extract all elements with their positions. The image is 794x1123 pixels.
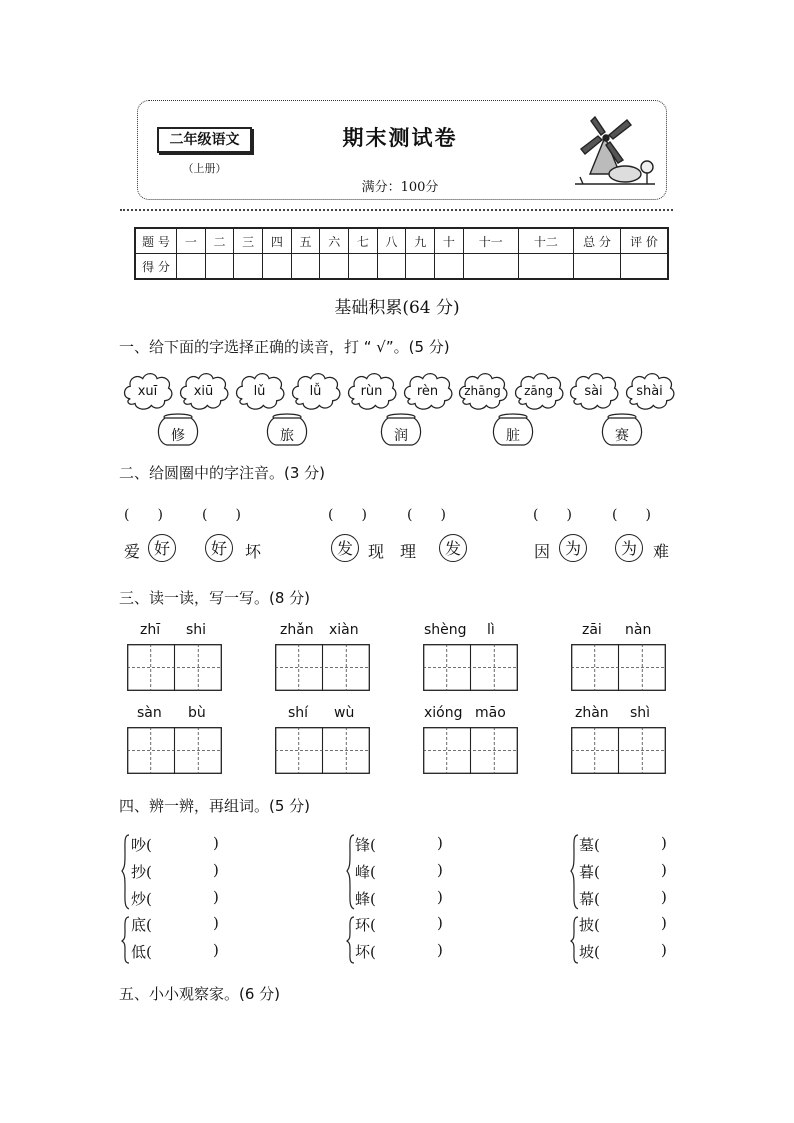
pinyin-label: shì: [630, 705, 651, 721]
table-cell: 十一: [463, 228, 518, 254]
score-cell[interactable]: [574, 254, 621, 280]
close-paren: ): [661, 834, 667, 852]
answer-blank[interactable]: ( ): [612, 507, 651, 523]
word-item: 峰(: [355, 863, 376, 881]
writing-grid[interactable]: [275, 727, 370, 774]
score-cell[interactable]: [406, 254, 435, 280]
pinyin-label: zāi: [582, 622, 602, 638]
pinyin-choice-group: [344, 370, 464, 450]
table-cell: 六: [320, 228, 349, 254]
close-paren: ): [213, 914, 219, 932]
question-5-title: 五、小小观察家。(6 分): [119, 985, 281, 1003]
word-item: 蜂(: [355, 890, 376, 908]
header-divider: [120, 209, 673, 211]
pot-character: 润: [394, 428, 408, 444]
table-cell: 九: [406, 228, 435, 254]
word-item: 披(: [579, 916, 600, 934]
table-row: [135, 228, 668, 254]
brace-icon: [121, 833, 131, 967]
pinyin-option[interactable]: zhāng: [464, 384, 501, 398]
word-item: 墓(: [579, 836, 600, 854]
pinyin-label: xióng: [424, 705, 463, 721]
writing-grid[interactable]: [423, 727, 518, 774]
writing-grid[interactable]: [571, 644, 666, 691]
pinyin-choice-group: [455, 370, 575, 450]
score-cell[interactable]: [291, 254, 320, 280]
exam-title: 期末测试卷: [342, 126, 458, 150]
score-cell[interactable]: [234, 254, 263, 280]
close-paren: ): [437, 888, 443, 906]
question-3-title: 三、读一读，写一写。(8 分): [119, 589, 311, 607]
score-cell[interactable]: [263, 254, 292, 280]
answer-blank[interactable]: ( ): [328, 507, 367, 523]
score-cell[interactable]: [435, 254, 464, 280]
word-character: 现 理: [368, 542, 417, 561]
pinyin-label: māo: [475, 705, 506, 721]
pinyin-label: zhī: [140, 622, 161, 638]
pinyin-option[interactable]: shài: [636, 384, 663, 399]
close-paren: ): [213, 888, 219, 906]
section-title: 基础积累(64 分): [334, 298, 460, 318]
word-character: 因: [534, 542, 551, 561]
pinyin-option[interactable]: rùn: [360, 384, 383, 399]
table-cell: 四: [263, 228, 292, 254]
pinyin-option[interactable]: lǚ: [309, 384, 322, 399]
writing-grid[interactable]: [127, 727, 222, 774]
word-item: 坏(: [355, 943, 376, 961]
question-1-title: 一、给下面的字选择正确的读音，打 “ √”。(5 分): [119, 338, 450, 356]
close-paren: ): [437, 914, 443, 932]
word-item: 坡(: [579, 943, 600, 961]
word-item: 抄(: [131, 863, 152, 881]
volume-label: （上册）: [182, 162, 227, 175]
table-cell: 得 分: [135, 254, 177, 280]
circled-character: 发: [439, 534, 467, 562]
table-cell: 二: [205, 228, 234, 254]
writing-grid[interactable]: [127, 644, 222, 691]
table-cell: 十: [435, 228, 464, 254]
circled-character: 好: [205, 534, 233, 562]
score-cell[interactable]: [463, 254, 518, 280]
answer-blank[interactable]: ( ): [407, 507, 446, 523]
word-character: 难: [653, 542, 670, 561]
score-cell[interactable]: [349, 254, 378, 280]
close-paren: ): [213, 834, 219, 852]
pinyin-label: shèng: [424, 622, 467, 638]
pinyin-label: sàn: [137, 705, 162, 721]
word-item: 幕(: [579, 890, 600, 908]
pinyin-label: zhǎn: [280, 622, 314, 638]
close-paren: ): [213, 861, 219, 879]
pinyin-label: bù: [188, 705, 206, 721]
word-item: 锋(: [355, 836, 376, 854]
score-cell[interactable]: [377, 254, 406, 280]
pinyin-option[interactable]: lǔ: [253, 384, 266, 399]
score-cell[interactable]: [621, 254, 669, 280]
pot-character: 赛: [615, 428, 629, 444]
pinyin-label: wù: [334, 705, 355, 721]
word-item: 底(: [131, 916, 152, 934]
table-cell: 题 号: [135, 228, 177, 254]
table-cell: 八: [377, 228, 406, 254]
full-score: 满分：100分: [361, 180, 439, 195]
pinyin-option[interactable]: rèn: [416, 384, 439, 399]
answer-blank[interactable]: ( ): [202, 507, 241, 523]
pinyin-choice-group: [566, 370, 686, 450]
table-cell: 五: [291, 228, 320, 254]
word-character: 坏: [245, 542, 262, 561]
pinyin-choice-group: [120, 370, 240, 450]
word-item: 环(: [355, 916, 376, 934]
pinyin-label: shi: [186, 622, 207, 638]
word-character: 爱: [124, 542, 141, 561]
table-cell: 三: [234, 228, 263, 254]
close-paren: ): [213, 941, 219, 959]
close-paren: ): [661, 888, 667, 906]
close-paren: ): [437, 941, 443, 959]
close-paren: ): [661, 861, 667, 879]
close-paren: ): [661, 941, 667, 959]
score-cell[interactable]: [177, 254, 206, 280]
pinyin-option[interactable]: xuī: [137, 384, 158, 399]
table-cell: 七: [349, 228, 378, 254]
pinyin-option[interactable]: xiū: [193, 384, 214, 399]
word-item: 炒(: [131, 890, 152, 908]
score-cell[interactable]: [518, 254, 573, 280]
windmill-illustration: [565, 112, 660, 194]
table-row: [135, 254, 668, 280]
writing-grid[interactable]: [275, 644, 370, 691]
circled-character: 发: [331, 534, 359, 562]
table-cell: 评 价: [621, 228, 669, 254]
table-cell: 总 分: [574, 228, 621, 254]
pinyin-label: zhàn: [575, 705, 609, 721]
pot-character: 修: [171, 428, 185, 444]
circled-character: 为: [559, 534, 587, 562]
pinyin-label: shí: [288, 705, 309, 721]
circled-character: 好: [148, 534, 176, 562]
table-cell: 一: [177, 228, 206, 254]
close-paren: ): [437, 834, 443, 852]
pot-character: 脏: [506, 428, 520, 444]
answer-blank[interactable]: ( ): [124, 507, 163, 523]
answer-blank[interactable]: ( ): [533, 507, 572, 523]
word-item: 暮(: [579, 863, 600, 881]
pot-character: 旅: [280, 428, 294, 444]
word-item: 低(: [131, 943, 152, 961]
pinyin-label: xiàn: [329, 622, 359, 638]
close-paren: ): [661, 914, 667, 932]
score-cell[interactable]: [320, 254, 349, 280]
grade-badge: 二年级语文: [157, 127, 252, 153]
pinyin-label: nàn: [625, 622, 652, 638]
word-item: 吵(: [131, 836, 152, 854]
pinyin-choice-group: [232, 370, 352, 450]
close-paren: ): [437, 861, 443, 879]
question-2-title: 二、给圆圈中的字注音。(3 分): [119, 464, 326, 482]
writing-grid[interactable]: [571, 727, 666, 774]
circled-character: 为: [615, 534, 643, 562]
writing-grid[interactable]: [423, 644, 518, 691]
pinyin-label: lì: [487, 622, 495, 638]
score-table: [134, 227, 669, 280]
pinyin-option[interactable]: sài: [584, 384, 603, 399]
question-4-title: 四、辨一辨，再组词。(5 分): [119, 797, 311, 815]
table-cell: 十二: [518, 228, 573, 254]
pinyin-option[interactable]: zāng: [524, 384, 553, 398]
score-cell[interactable]: [205, 254, 234, 280]
